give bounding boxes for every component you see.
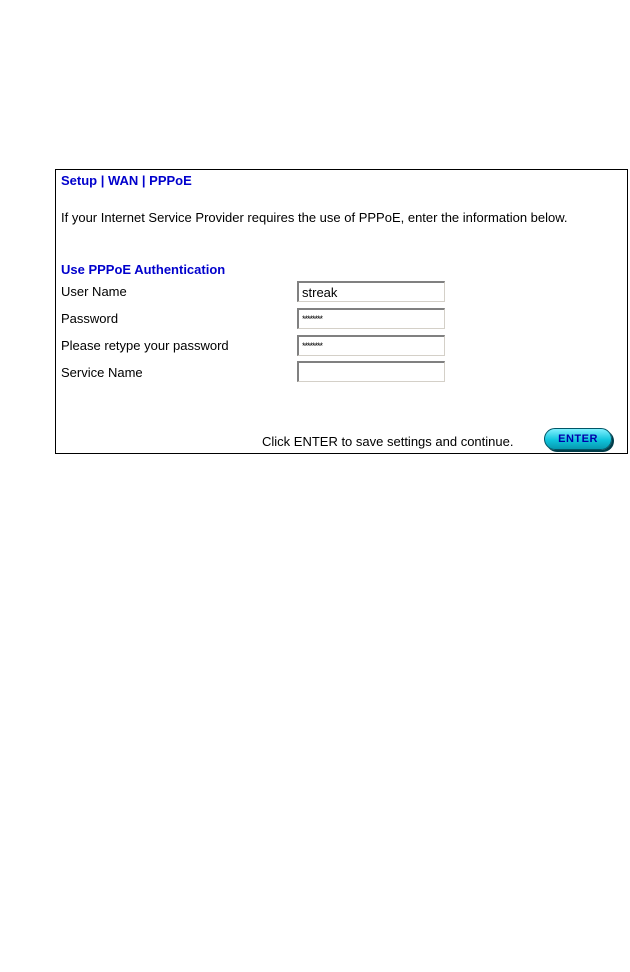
breadcrumb: Setup | WAN | PPPoE bbox=[61, 173, 192, 188]
retype-password-input[interactable] bbox=[297, 335, 445, 356]
save-instruction-text: Click ENTER to save settings and continue. bbox=[262, 434, 514, 449]
section-title: Use PPPoE Authentication bbox=[61, 262, 226, 277]
service-name-label: Service Name bbox=[61, 365, 143, 380]
pppoe-settings-panel bbox=[55, 169, 628, 454]
password-label: Password bbox=[61, 311, 119, 326]
intro-text: If your Internet Service Provider requires the use of PPPoE, enter the information below. bbox=[61, 210, 568, 225]
user-name-input[interactable] bbox=[297, 281, 445, 302]
retype-password-label: Please retype your password bbox=[61, 338, 229, 353]
password-input[interactable] bbox=[297, 308, 445, 329]
user-name-label: User Name bbox=[61, 284, 127, 299]
enter-button[interactable]: ENTER bbox=[544, 428, 612, 450]
service-name-input[interactable] bbox=[297, 361, 445, 382]
